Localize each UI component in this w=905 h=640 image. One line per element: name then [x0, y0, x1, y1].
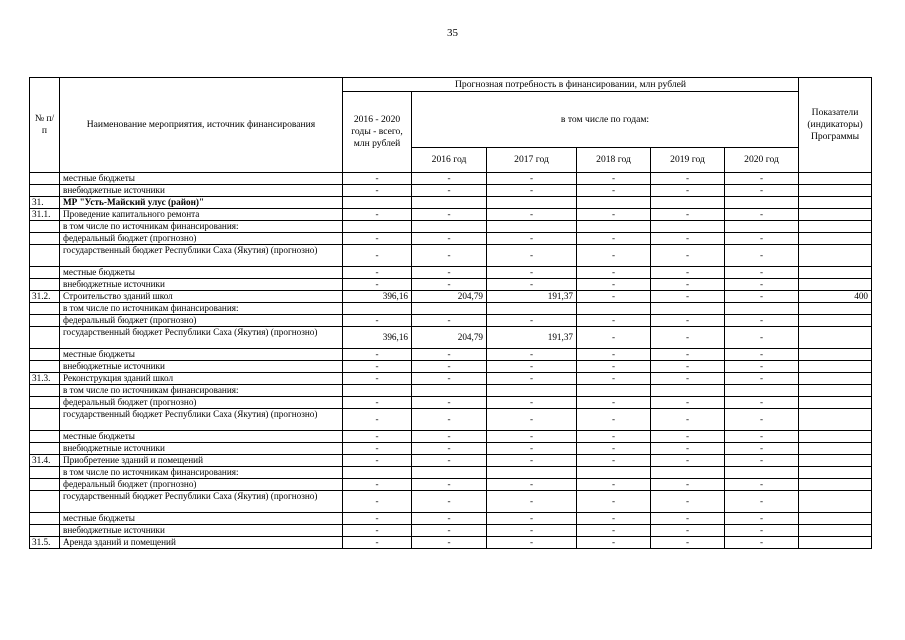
row-number [30, 245, 60, 267]
row-year-value: - [412, 279, 487, 291]
row-name: в том числе по источникам финансирования: [60, 467, 343, 479]
row-number [30, 267, 60, 279]
row-year-value: 191,37 [487, 327, 577, 349]
row-year-value: - [577, 455, 651, 467]
header-num: № п/п [30, 78, 60, 173]
row-indicator [799, 361, 872, 373]
row-year-value: - [725, 327, 799, 349]
row-year-value: - [577, 267, 651, 279]
row-year-value: - [412, 233, 487, 245]
row-year-value: - [577, 491, 651, 513]
row-name: государственный бюджет Республики Саха (Якутия) (прогнозно) [60, 409, 343, 431]
table-row [30, 479, 872, 491]
row-year-value: - [577, 245, 651, 267]
row-year-value: - [725, 513, 799, 525]
row-indicator [799, 245, 872, 267]
row-indicator [799, 467, 872, 479]
row-name: в том числе по источникам финансирования: [60, 385, 343, 397]
row-year-value: - [412, 443, 487, 455]
row-name: в том числе по источникам финансирования: [60, 221, 343, 233]
row-year-value: - [412, 315, 487, 327]
row-year-value [651, 197, 725, 209]
row-indicator [799, 303, 872, 315]
row-year-value [412, 467, 487, 479]
row-year-value: 204,79 [412, 291, 487, 303]
row-total: - [343, 279, 412, 291]
row-name: государственный бюджет Республики Саха (Якутия) (прогнозно) [60, 491, 343, 513]
row-year-value [412, 197, 487, 209]
row-number: 31.5. [30, 537, 60, 549]
row-total: - [343, 397, 412, 409]
row-total: 396,16 [343, 291, 412, 303]
row-indicator [799, 455, 872, 467]
row-year-value: - [487, 233, 577, 245]
row-year-value: - [412, 245, 487, 267]
row-name: федеральный бюджет (прогнозно) [60, 397, 343, 409]
row-year-value: - [725, 349, 799, 361]
row-year-value: - [651, 431, 725, 443]
row-year-value: - [487, 185, 577, 197]
row-year-value: - [651, 443, 725, 455]
row-indicator [799, 385, 872, 397]
row-total: - [343, 479, 412, 491]
row-year-value [651, 221, 725, 233]
row-year-value: - [412, 479, 487, 491]
row-total: - [343, 173, 412, 185]
header-indicators: Показатели (индикаторы) Программы [799, 78, 872, 173]
row-year-value: - [651, 373, 725, 385]
row-year-value: - [725, 373, 799, 385]
row-year-value: - [487, 245, 577, 267]
row-year-value: - [725, 185, 799, 197]
table-row [30, 185, 872, 197]
row-total: - [343, 233, 412, 245]
row-total: - [343, 443, 412, 455]
row-year-value: - [412, 373, 487, 385]
row-number [30, 279, 60, 291]
row-number [30, 315, 60, 327]
row-total [343, 303, 412, 315]
row-total: - [343, 431, 412, 443]
row-year-value [651, 303, 725, 315]
row-indicator [799, 279, 872, 291]
row-year-value: - [412, 397, 487, 409]
row-year-value [651, 385, 725, 397]
row-year-value [651, 467, 725, 479]
table-row [30, 315, 872, 327]
row-indicator [799, 491, 872, 513]
row-total: - [343, 491, 412, 513]
row-year-value: - [577, 233, 651, 245]
row-year-value: - [577, 513, 651, 525]
row-number [30, 431, 60, 443]
row-year-value [487, 221, 577, 233]
row-year-value: - [577, 327, 651, 349]
row-indicator [799, 397, 872, 409]
table-row [30, 197, 872, 209]
row-name: Реконструкция зданий школ [60, 373, 343, 385]
row-year-value: - [651, 185, 725, 197]
row-indicator [799, 327, 872, 349]
row-year-value: - [577, 537, 651, 549]
row-year-value: - [577, 209, 651, 221]
row-year-value: - [725, 245, 799, 267]
row-number [30, 221, 60, 233]
row-total: - [343, 537, 412, 549]
row-year-value [725, 303, 799, 315]
header-years-title: в том числе по годам: [412, 92, 799, 148]
row-year-value [577, 467, 651, 479]
row-year-value [725, 467, 799, 479]
table-row [30, 209, 872, 221]
table-row [30, 267, 872, 279]
row-number [30, 385, 60, 397]
row-year-value: - [577, 279, 651, 291]
table-row [30, 513, 872, 525]
row-year-value [577, 221, 651, 233]
row-year-value [725, 197, 799, 209]
row-year-value: - [651, 537, 725, 549]
row-year-value: - [725, 279, 799, 291]
table-row [30, 525, 872, 537]
row-indicator [799, 173, 872, 185]
row-number: 31.2. [30, 291, 60, 303]
row-year-value: - [412, 525, 487, 537]
row-name: федеральный бюджет (прогнозно) [60, 479, 343, 491]
row-year-value: 204,79 [412, 327, 487, 349]
row-year-value: - [651, 409, 725, 431]
row-indicator [799, 185, 872, 197]
header-year-2017: 2017 год [487, 148, 577, 173]
row-indicator [799, 431, 872, 443]
row-indicator [799, 233, 872, 245]
page-number: 35 [447, 27, 458, 39]
row-total: - [343, 315, 412, 327]
row-year-value: - [412, 537, 487, 549]
row-number [30, 361, 60, 373]
row-name: внебюджетные источники [60, 443, 343, 455]
row-year-value [412, 385, 487, 397]
row-year-value: - [577, 185, 651, 197]
row-year-value: - [412, 267, 487, 279]
row-year-value: - [577, 431, 651, 443]
row-year-value: - [725, 491, 799, 513]
row-year-value: - [412, 491, 487, 513]
row-number: 31.3. [30, 373, 60, 385]
header-year-2019: 2019 год [651, 148, 725, 173]
row-year-value: - [651, 233, 725, 245]
row-year-value: - [725, 431, 799, 443]
row-year-value: - [725, 315, 799, 327]
row-year-value: - [725, 479, 799, 491]
row-indicator [799, 409, 872, 431]
row-indicator [799, 373, 872, 385]
row-total [343, 385, 412, 397]
row-year-value: - [487, 315, 577, 327]
row-year-value: - [487, 361, 577, 373]
table-row [30, 291, 872, 303]
table-row [30, 537, 872, 549]
row-year-value: - [725, 361, 799, 373]
row-year-value: - [725, 173, 799, 185]
row-year-value: - [487, 443, 577, 455]
financing-table [29, 77, 872, 549]
row-year-value: - [487, 373, 577, 385]
table-row [30, 373, 872, 385]
row-year-value: - [651, 491, 725, 513]
row-number [30, 513, 60, 525]
row-year-value: - [487, 279, 577, 291]
row-name: внебюджетные источники [60, 361, 343, 373]
row-total: 396,16 [343, 327, 412, 349]
table-row [30, 173, 872, 185]
row-year-value: - [577, 315, 651, 327]
row-indicator [799, 221, 872, 233]
row-year-value: - [725, 455, 799, 467]
row-year-value: - [651, 513, 725, 525]
header-year-2018: 2018 год [577, 148, 651, 173]
row-year-value: - [412, 185, 487, 197]
row-name: государственный бюджет Республики Саха (Якутия) (прогнозно) [60, 327, 343, 349]
row-total: - [343, 267, 412, 279]
row-number [30, 349, 60, 361]
table-body [30, 173, 872, 549]
row-year-value: - [412, 409, 487, 431]
row-year-value: - [412, 455, 487, 467]
row-year-value [577, 385, 651, 397]
header-name: Наименование мероприятия, источник финансирования [60, 78, 343, 173]
table-header [30, 78, 872, 173]
row-year-value [725, 385, 799, 397]
row-year-value [487, 467, 577, 479]
row-number: 31.4. [30, 455, 60, 467]
row-name: федеральный бюджет (прогнозно) [60, 233, 343, 245]
row-name: государственный бюджет Республики Саха (Якутия) (прогнозно) [60, 245, 343, 267]
row-year-value: - [487, 173, 577, 185]
row-name: местные бюджеты [60, 349, 343, 361]
row-year-value: - [487, 409, 577, 431]
row-name: местные бюджеты [60, 431, 343, 443]
row-year-value: - [487, 513, 577, 525]
row-year-value: - [725, 537, 799, 549]
row-total: - [343, 409, 412, 431]
table-row [30, 409, 872, 431]
row-year-value: - [487, 491, 577, 513]
header-year-2020: 2020 год [725, 148, 799, 173]
table-row [30, 491, 872, 513]
table-row [30, 349, 872, 361]
row-year-value: - [651, 525, 725, 537]
row-name: Аренда зданий и помещений [60, 537, 343, 549]
row-year-value: - [651, 455, 725, 467]
table-row [30, 397, 872, 409]
row-indicator [799, 525, 872, 537]
row-name: местные бюджеты [60, 513, 343, 525]
row-number [30, 525, 60, 537]
row-year-value [487, 385, 577, 397]
row-number [30, 233, 60, 245]
row-year-value: - [487, 431, 577, 443]
row-year-value: - [577, 525, 651, 537]
row-indicator [799, 315, 872, 327]
row-number [30, 409, 60, 431]
row-name: Строительство зданий школ [60, 291, 343, 303]
row-year-value: - [651, 245, 725, 267]
row-name: внебюджетные источники [60, 525, 343, 537]
row-year-value: - [651, 279, 725, 291]
table-row [30, 431, 872, 443]
row-year-value: - [651, 327, 725, 349]
row-year-value: - [577, 479, 651, 491]
table-row [30, 221, 872, 233]
row-year-value: - [651, 315, 725, 327]
table-row [30, 385, 872, 397]
row-year-value: - [725, 291, 799, 303]
row-year-value: - [412, 173, 487, 185]
row-year-value: - [651, 349, 725, 361]
table-row [30, 443, 872, 455]
header-year-2016: 2016 год [412, 148, 487, 173]
row-year-value: - [725, 525, 799, 537]
row-year-value [577, 197, 651, 209]
row-year-value: - [412, 431, 487, 443]
row-indicator [799, 267, 872, 279]
row-year-value: - [487, 537, 577, 549]
row-year-value: - [725, 209, 799, 221]
row-name: Проведение капитального ремонта [60, 209, 343, 221]
row-number [30, 467, 60, 479]
row-year-value: - [487, 525, 577, 537]
row-total: - [343, 361, 412, 373]
row-year-value: - [725, 409, 799, 431]
row-total: - [343, 209, 412, 221]
table-row [30, 467, 872, 479]
row-year-value: - [725, 233, 799, 245]
row-year-value: - [412, 349, 487, 361]
row-number [30, 303, 60, 315]
row-indicator [799, 209, 872, 221]
row-total: - [343, 455, 412, 467]
row-year-value: - [487, 209, 577, 221]
row-name: местные бюджеты [60, 173, 343, 185]
row-year-value: - [412, 361, 487, 373]
row-indicator [799, 479, 872, 491]
row-year-value: - [651, 397, 725, 409]
header-financing-group: Прогнозная потребность в финансировании, млн рублей [343, 78, 799, 92]
row-indicator [799, 513, 872, 525]
row-year-value: - [412, 513, 487, 525]
table-row [30, 279, 872, 291]
row-total: - [343, 513, 412, 525]
row-year-value: - [412, 209, 487, 221]
row-total [343, 467, 412, 479]
row-total: - [343, 525, 412, 537]
row-number [30, 397, 60, 409]
row-year-value: - [577, 349, 651, 361]
row-name: внебюджетные источники [60, 279, 343, 291]
row-total [343, 197, 412, 209]
row-indicator [799, 537, 872, 549]
row-total: - [343, 185, 412, 197]
table-row [30, 361, 872, 373]
row-year-value: - [487, 267, 577, 279]
row-year-value [725, 221, 799, 233]
table-row [30, 303, 872, 315]
row-year-value: - [725, 397, 799, 409]
row-year-value: - [577, 173, 651, 185]
row-name: МР "Усть-Майский улус (район)" [60, 197, 343, 209]
table-row [30, 455, 872, 467]
row-year-value: - [725, 443, 799, 455]
row-year-value: - [725, 267, 799, 279]
row-year-value [487, 197, 577, 209]
row-year-value: - [487, 479, 577, 491]
row-number [30, 185, 60, 197]
table-row [30, 327, 872, 349]
table-row [30, 233, 872, 245]
row-total [343, 221, 412, 233]
row-number: 31.1. [30, 209, 60, 221]
row-indicator: 400 [799, 291, 872, 303]
row-total: - [343, 373, 412, 385]
row-indicator [799, 443, 872, 455]
row-number [30, 173, 60, 185]
row-number [30, 327, 60, 349]
row-year-value: 191,37 [487, 291, 577, 303]
row-name: местные бюджеты [60, 267, 343, 279]
row-year-value [412, 221, 487, 233]
row-year-value: - [651, 479, 725, 491]
row-year-value: - [577, 443, 651, 455]
row-indicator [799, 197, 872, 209]
header-total: 2016 - 2020 годы - всего, млн рублей [343, 92, 412, 173]
row-year-value: - [651, 209, 725, 221]
row-year-value: - [577, 373, 651, 385]
row-year-value: - [487, 455, 577, 467]
row-year-value: - [577, 409, 651, 431]
row-year-value [577, 303, 651, 315]
row-year-value [412, 303, 487, 315]
row-name: в том числе по источникам финансирования: [60, 303, 343, 315]
row-year-value: - [651, 291, 725, 303]
row-year-value: - [651, 267, 725, 279]
row-total: - [343, 245, 412, 267]
row-indicator [799, 349, 872, 361]
row-name: внебюджетные источники [60, 185, 343, 197]
row-number: 31. [30, 197, 60, 209]
row-year-value: - [651, 173, 725, 185]
row-year-value: - [487, 397, 577, 409]
row-number [30, 491, 60, 513]
row-name: федеральный бюджет (прогнозно) [60, 315, 343, 327]
row-year-value [487, 303, 577, 315]
row-name: Приобретение зданий и помещений [60, 455, 343, 467]
row-number [30, 479, 60, 491]
row-year-value: - [651, 361, 725, 373]
row-total: - [343, 349, 412, 361]
row-year-value: - [577, 397, 651, 409]
row-year-value: - [577, 361, 651, 373]
row-number [30, 443, 60, 455]
row-year-value: - [487, 349, 577, 361]
table-row [30, 245, 872, 267]
row-year-value: - [577, 291, 651, 303]
